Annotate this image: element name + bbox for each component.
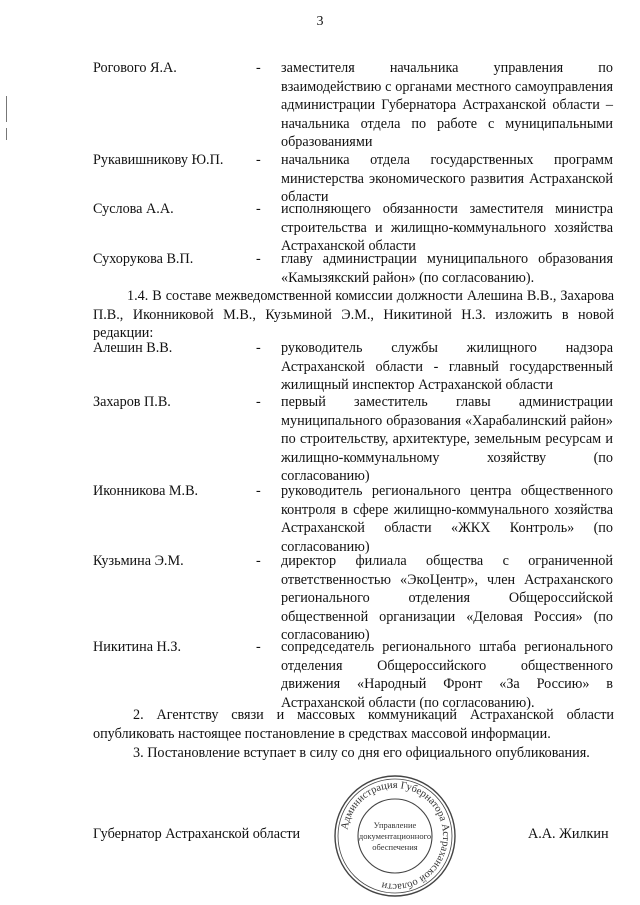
stamp-center-line: документационного [358,831,432,841]
member-entry [93,200,613,256]
stamp-ring-text: Администрация Губернатора Астраханской области [339,779,452,893]
stamp-center-line: обеспечения [372,842,418,852]
member-position: заместителя начальника управления по взаимодействию с органами местного самоуправления администрации Губернатора Астраханской области – начальника отдела по работе с муниципальными образованиями [281,60,613,151]
clause-3: 3. Постановление вступает в силу со дня его официального опубликования. [133,745,590,761]
member-position: руководитель регионального центра общественного контроля в сфере жилищно-коммунального хозяйства Астраханской области «ЖКХ Контроль» (по согласованию) [281,483,613,555]
clause-1-4: 1.4. В составе межведомственной комиссии должности Алешина В.В., Захарова П.В., Иконниковой М.В., Кузьминой Э.М., Никитиной Н.З. изложить в новой редакции: [93,288,614,342]
member-entry [93,59,613,152]
member-name: Алешин В.В. [93,340,173,356]
member-position: главу администрации муниципального образования «Камызякский район» (по согласованию). [281,251,613,286]
member-position: начальника отдела государственных программ министерства экономического развития Астраханской области [281,152,613,206]
member-entry [93,151,613,207]
margin-mark [6,128,7,140]
member-position: исполняющего обязанности заместителя министра строительства и жилищно-коммунального хозяйства Астраханской области [281,201,613,255]
member-entry [93,482,613,556]
signatory-title: Губернатор Астраханской области [93,826,301,842]
official-stamp [332,773,458,899]
member-name: Суслова А.А. [93,201,174,217]
member-name: Иконникова М.В. [93,483,199,499]
page-number: 3 [316,14,324,29]
member-entry [93,393,613,486]
member-position: первый заместитель главы администрации муниципального образования «Харабалинский район» по строительству, архитектуре, земельным ресурсам и жилищно-коммунальному хозяйству (по согласованию) [281,394,613,485]
signatory-name: А.А. Жилкин [528,826,609,842]
member-dash: - [256,553,261,569]
margin-mark [6,96,7,122]
stamp-center-line: Управление [373,820,417,830]
member-dash: - [256,251,261,267]
member-entry [93,339,613,395]
member-dash: - [256,201,261,217]
member-name: Рукавишникову Ю.П. [93,152,224,168]
member-entry [93,250,613,287]
clause-2: 2. Агентству связи и массовых коммуникаций Астраханской области опубликовать настоящее постановление в средствах массовой информации. [93,707,614,742]
member-name: Рогового Я.А. [93,60,177,76]
member-entry [93,552,613,645]
member-dash: - [256,340,261,356]
member-name: Захаров П.В. [93,394,171,410]
member-entry [93,638,613,712]
member-dash: - [256,394,261,410]
member-dash: - [256,483,261,499]
member-name: Никитина Н.З. [93,639,181,655]
member-dash: - [256,152,261,168]
member-position: сопредседатель регионального штаба регионального отделения Общероссийского общественного движения «Народный Фронт «За Россию» в Астраханской области (по согласованию). [281,639,613,711]
member-dash: - [256,639,261,655]
member-name: Сухорукова В.П. [93,251,194,267]
member-position: директор филиала общества с ограниченной ответственностью «ЭкоЦентр», член Астраханского регионального отделения Общероссийской общественной организации «Деловая Россия» (по согласованию) [281,553,613,644]
member-dash: - [256,60,261,76]
member-name: Кузьмина Э.М. [93,553,184,569]
member-position: руководитель службы жилищного надзора Астраханской области - главный государственный жилищный инспектор Астраханской области [281,340,613,394]
